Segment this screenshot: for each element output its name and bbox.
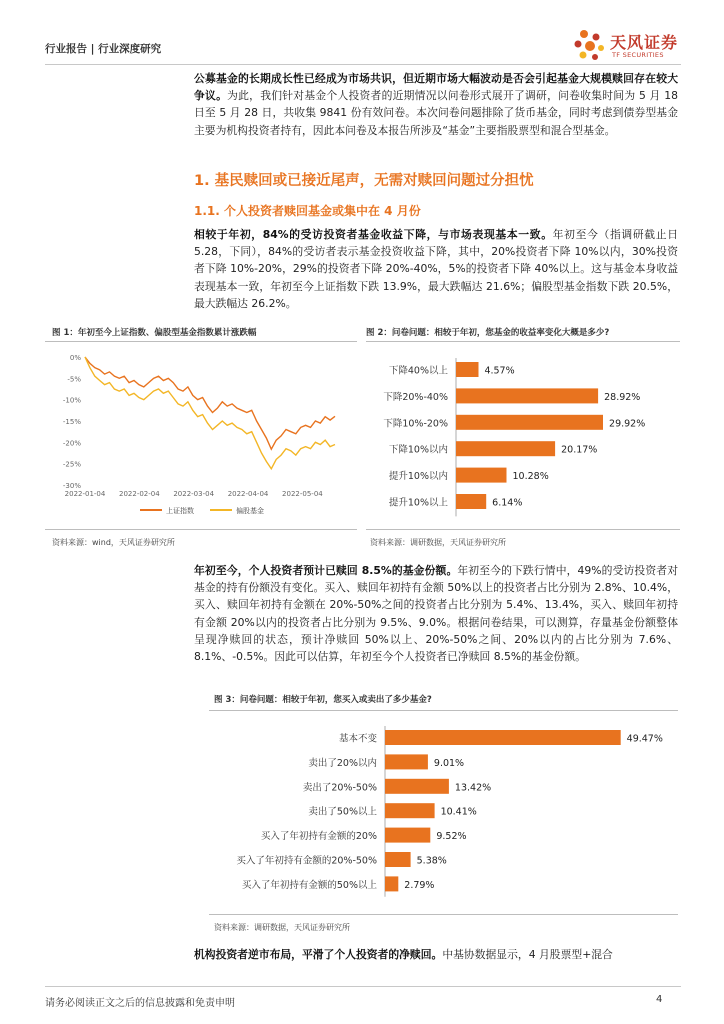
category-label: 提升10%以内 [388,471,448,483]
data-label: 29.92% [609,418,646,430]
institution-text: 中基协数据显示，4 月股票型+混合 [442,948,613,961]
legend-label: 偏股基金 [236,507,264,515]
data-label: 9.52% [436,831,467,843]
figure1-source: 资料来源：wind，天风证券研究所 [52,538,175,547]
institution-paragraph [194,946,678,963]
data-label: 28.92% [604,391,641,403]
category-label: 下降20%-40% [383,391,448,403]
page-number: 4 [656,994,663,1005]
y-tick-label: -5% [67,375,81,384]
bar [385,779,449,794]
category-label: 下降10%-20% [383,418,448,430]
y-tick-label: -10% [62,396,81,405]
data-label: 9.01% [433,757,465,769]
x-tick-label: 2022-01-04 [64,490,106,498]
y-tick-label: 0% [69,354,81,362]
data-label: 13.42% [454,782,492,794]
redemption-paragraph [194,562,678,665]
bar [385,828,430,843]
series-line-2 [85,357,335,469]
footer-divider [45,986,681,987]
figure1-title: 图 1：年初至今上证指数、偏股型基金指数累计涨跌幅 [52,328,257,338]
x-tick-label: 2022-05-04 [282,490,323,498]
header-divider [45,64,681,65]
footer-disclaimer: 请务必阅读正文之后的信息披露和免责申明 [45,998,235,1009]
returns-bold: 相较于年初，84%的受访投资者基金收益下降，与市场表现基本一致。 [194,228,553,241]
data-label: 20.17% [561,444,598,456]
category-label: 基本不变 [338,733,377,745]
section-heading-1: 1. 基民赎回或已接近尾声，无需对赎回问题过分担忧 [194,173,534,189]
figure1-bottom-rule [45,529,357,530]
figure2-source: 资料来源：调研数据，天风证券研究所 [370,538,506,547]
figure2-top-rule [366,341,680,342]
y-tick-label: -30% [62,482,81,490]
y-tick-label: -25% [62,460,81,469]
figure2-title: 图 2：问卷问题：相较于年初，您基金的收益率变化大概是多少? [366,328,610,338]
logo-subtext: TF SECURITIES [612,51,664,59]
data-label: 6.14% [492,497,523,509]
data-label: 5.38% [416,855,447,867]
category-label: 卖出了20%-50% [302,782,377,794]
series-line-1 [85,357,335,449]
institution-bold: 机构投资者逆市布局，平滑了个人投资者的净赎回。 [194,948,443,961]
figure3-bar-chart [209,720,678,900]
figure2-bar-chart [366,352,680,522]
category-label: 下降40%以上 [388,365,448,377]
report-category: 行业报告 | 行业深度研究 [45,43,162,55]
figure3-source: 资料来源：调研数据，天风证券研究所 [214,923,350,932]
logo-mark-icon [570,28,608,64]
bar [456,468,507,483]
intro-paragraph [194,70,678,139]
bar [456,362,479,377]
bar [385,876,398,891]
company-logo [570,28,685,64]
intro-bold: 公募基金的长期成长性已经成为市场共识，但近期市场大幅波动是否会引起基金大规模赎回存在较大争议。 [194,72,678,103]
category-label: 买入了年初持有金额的20%-50% [236,855,377,867]
category-label: 买入了年初持有金额的20% [260,831,377,843]
redemption-text: 年初至今的下跌行情中，49%的受访投资者对基金的持有份额没有变化。买入、赎回年初持有金额 50%以上的投资者占比分别为 2.8%、10.4%，买入、赎回年初持有金额在 20%-50%之间的投资者占比分别为 5.4%、13.4%，买入、赎回年初持有金额 20%以内的投资者占比分别为 9.5%、9.0%。根据问卷结果，可以测算，存量基金份额整体呈现净赎回的状态，预计净赎回 50%以上、20%-50%之间、20%以内的占比分别为 7.6%、8.1%、-0.5%。因此可以估算，年初至今个人投资者已净赎回 8.5%的基金份额。 [194,564,679,664]
logo-text: 天风证券 [610,33,679,52]
intro-text: 为此，我们针对基金个人投资者的近期情况以问卷形式展开了调研，问卷收集时间为 5 月 18 日至 5 月 28 日，共收集 9841 份有效问卷。本次问卷问题排除了货币基金，同时考虑到债券型基金主要为机构投资者持有，因此本问卷及本报告所涉及“基金”主要指股票型和混合型基金。 [194,89,679,137]
bar [456,388,598,403]
category-label: 下降10%以内 [388,444,448,456]
x-tick-label: 2022-02-04 [119,490,160,498]
bar [456,441,555,456]
data-label: 49.47% [626,733,663,745]
bar [385,852,411,867]
figure2-bottom-rule [366,529,680,530]
bar [456,415,603,430]
redemption-bold: 年初至今，个人投资者预计已赎回 8.5%的基金份额。 [194,564,458,577]
bar [385,730,621,745]
data-label: 10.41% [440,806,477,818]
figure1-line-chart [45,345,357,525]
category-label: 卖出了20%以内 [308,757,377,769]
category-label: 买入了年初持有金额的50%以上 [241,879,377,891]
returns-text: 年初至今（指调研截止日 5.28，下同），84%的受访者表示基金投资收益下降，其中，20%投资者下降 10%以内，30%投资者下降 10%-20%，29%的投资者下降 20%-40%，5%的投资者下降 40%以上。这与基金本身收益表现基本一致，年初至今上证指数下跌 13.9%，最大跌幅达 21.6%；偏股型基金指数下跌 20.5%，最大跌幅达 26.2%。 [194,228,679,310]
figure1-top-rule [45,341,357,342]
data-label: 10.28% [512,471,549,483]
bar [385,803,435,818]
returns-paragraph [194,226,678,312]
category-label: 提升10%以上 [388,497,448,509]
data-label: 4.57% [484,365,515,377]
bar [456,494,486,509]
bar [385,754,428,769]
figure3-bottom-rule [209,914,678,915]
figure3-top-rule [209,710,678,711]
x-tick-label: 2022-03-04 [173,490,215,498]
category-label: 卖出了50%以上 [308,806,377,818]
y-tick-label: -20% [62,439,81,448]
data-label: 2.79% [404,879,435,891]
section-heading-1-1: 1.1. 个人投资者赎回基金或集中在 4 月份 [194,204,421,218]
figure3-title: 图 3：问卷问题：相较于年初，您买入或卖出了多少基金? [214,695,432,705]
y-tick-label: -15% [62,418,81,426]
legend-label: 上证指数 [166,507,194,515]
x-tick-label: 2022-04-04 [227,490,269,498]
